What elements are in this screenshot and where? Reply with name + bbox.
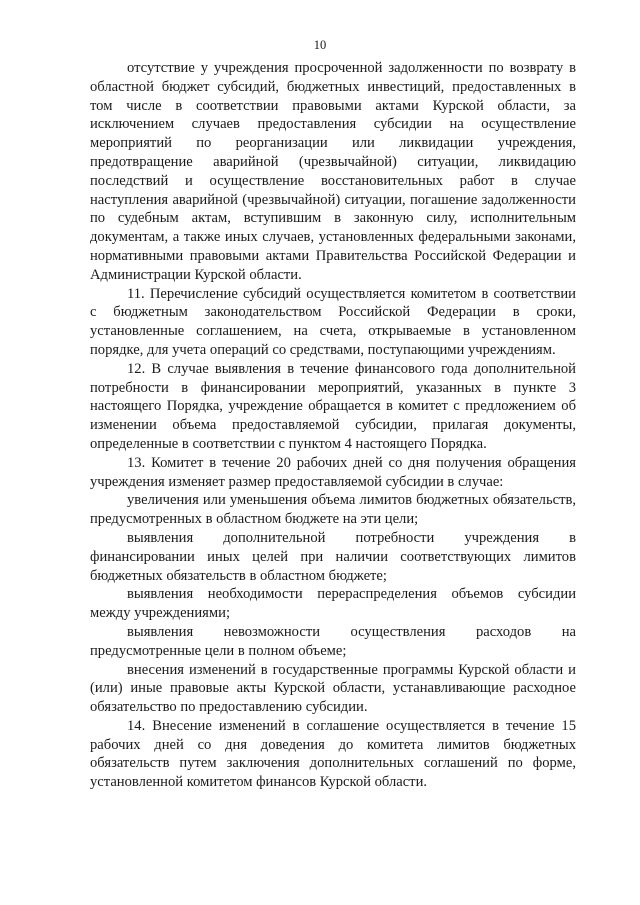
list-item-additional-need: выявления дополнительной потребности учреждения в финансировании иных целей при наличии соответствующих лимитов бюджетных обязательств в областном бюджете; [90,529,576,584]
paragraph-item-12: 12. В случае выявления в течение финансового года дополнительной потребности в финансировании мероприятий, указанных в пункте 3 настоящего Порядка, учреждение обращается в комитет с предложением об изменении объема предоставляемой субсидии, прилагая документы, определенные в соответствии с пунктом 4 настоящего Порядка. [90,360,576,452]
paragraph-item-13: 13. Комитет в течение 20 рабочих дней со дня получения обращения учреждения изменяет размер предоставляемой субсидии в случае: [90,454,576,490]
paragraph-debt-condition: отсутствие у учреждения просроченной задолженности по возврату в областной бюджет субсидий, бюджетных инвестиций, предоставленных в том числе в соответствии правовыми актами Курской области, за исключением случаев предоставления субсидии на осуществление мероприятий по реорганизации или ликвидации учреждения, предотвращение аварийной (чрезвычайной) ситуации, ликвидацию последствий и осуществление восстановительных работ в случае наступления аварийной (чрезвычайной) ситуации, погашение задолженности по судебным актам, вступившим в законную силу, исполнительным документам, а также иных случаев, установленных федеральными законами, нормативными правовыми актами Правительства Российской Федерации и Администрации Курской области. [90,60,576,283]
list-item-redistribution: выявления необходимости перераспределения объемов субсидии между учреждениями; [90,586,576,622]
page-number: 10 [313,38,327,52]
paragraph-item-11: 11. Перечисление субсидий осуществляется комитетом в соответствии с бюджетным законодательством Российской Федерации в сроки, установленные соглашением, на счета, открываемые в установленном порядке, для учета операций со средствами, поступающими учреждениям. [90,285,576,358]
paragraph-item-14: 14. Внесение изменений в соглашение осуществляется в течение 15 рабочих дней со дня доведения до комитета лимитов бюджетных обязательств путем заключения дополнительных соглашений по форме, установленной комитетом финансов Курской области. [90,717,576,791]
list-item-program-changes: внесения изменений в государственные программы Курской области и (или) иные правовые акты Курской области, устанавливающие расходное обязательство по предоставлению субсидии. [90,661,576,716]
list-item-limits-change: увеличения или уменьшения объема лимитов бюджетных обязательств, предусмотренных в областном бюджете на эти цели; [90,492,576,528]
list-item-impossibility: выявления невозможности осуществления расходов на предусмотренные цели в полном объеме; [90,623,576,659]
document-body [90,59,576,792]
